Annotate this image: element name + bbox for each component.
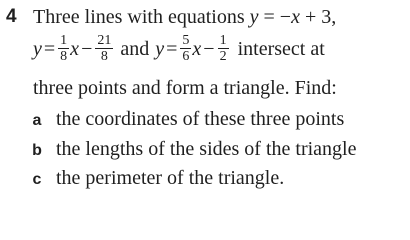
part-a xyxy=(33,107,344,133)
part-b xyxy=(33,137,356,163)
eq3-minus: − xyxy=(203,37,215,60)
line1-equals: = − xyxy=(258,6,292,28)
part-a-label: a xyxy=(32,112,42,129)
eq3-frac2-numerator: 1 xyxy=(219,33,227,48)
question-line-1 xyxy=(33,5,336,29)
eq2-fraction-2 xyxy=(95,33,113,64)
eq3-fraction-1 xyxy=(180,33,191,64)
line1-text: Three lines with equations xyxy=(33,6,250,28)
eq3-equals: = xyxy=(166,37,178,60)
part-c-text: the perimeter of the triangle. xyxy=(56,167,285,189)
question-line-3: three points and form a triangle. Find: xyxy=(33,77,337,99)
eq3-x: x xyxy=(192,37,202,60)
eq2-frac2-denominator: 8 xyxy=(100,49,108,64)
part-b-label: b xyxy=(32,142,42,159)
part-c xyxy=(33,166,284,192)
eq2-frac1-denominator: 8 xyxy=(60,49,68,64)
eq2-frac1-numerator: 1 xyxy=(60,33,68,48)
line1-var-y: y xyxy=(249,6,259,28)
eq3-frac2-denominator: 2 xyxy=(219,49,227,64)
eq2-minus: − xyxy=(81,37,93,60)
eq2-x: x xyxy=(70,37,80,60)
eq2-equals: = xyxy=(43,37,56,60)
intersect-text: intersect at xyxy=(237,37,325,60)
eq3-frac1-denominator: 6 xyxy=(182,49,190,64)
part-b-text: the lengths of the sides of the triangle xyxy=(56,138,357,160)
eq3-y: y xyxy=(155,37,165,60)
part-c-label: c xyxy=(32,171,42,188)
eq3-fraction-2 xyxy=(218,33,229,64)
line1-var-x: x xyxy=(291,6,300,28)
eq2-frac2-numerator: 21 xyxy=(97,33,112,48)
eq3-frac1-numerator: 5 xyxy=(182,33,190,48)
eq2-y: y xyxy=(33,37,42,60)
eq2-fraction-1 xyxy=(58,33,69,64)
and-text: and xyxy=(120,37,150,60)
line1-rest: + 3, xyxy=(299,6,337,28)
question-line-2 xyxy=(33,33,325,64)
part-a-text: the coordinates of these three points xyxy=(56,108,345,130)
question-number: 4 xyxy=(6,6,17,27)
